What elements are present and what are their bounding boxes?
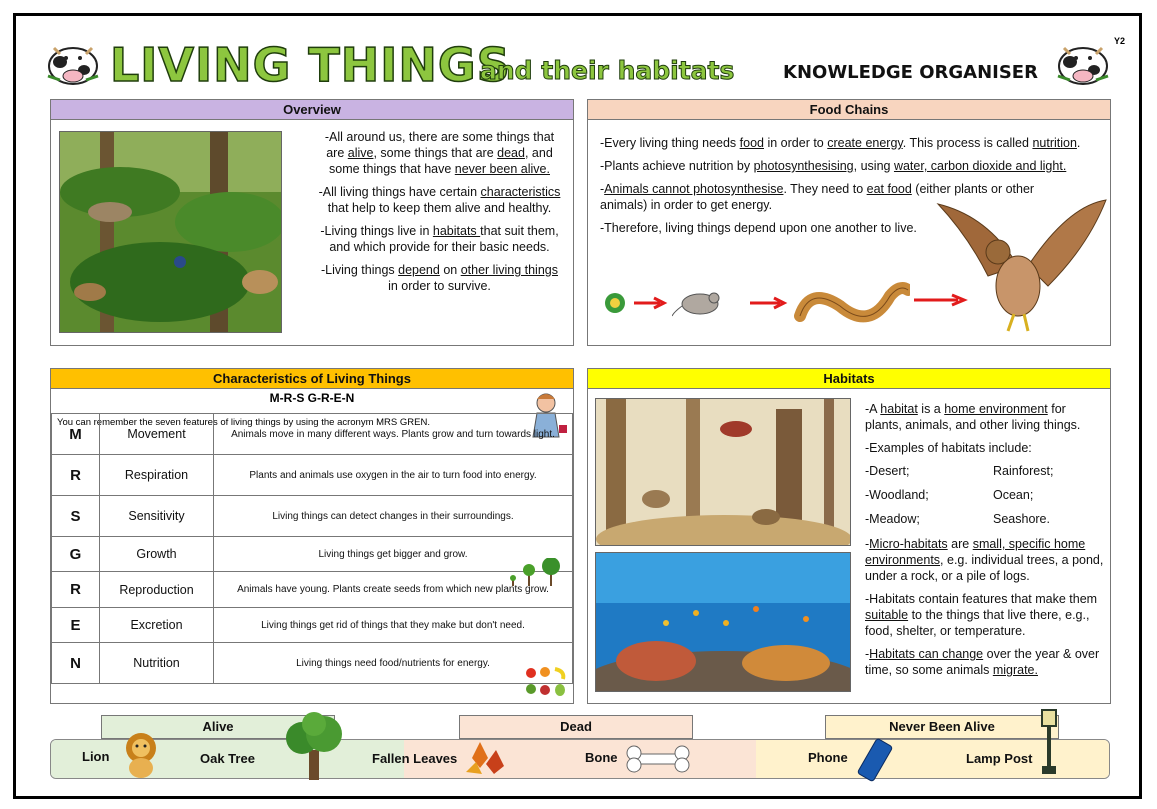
habitats-panel xyxy=(587,368,1111,704)
alive-tab: Alive xyxy=(101,715,335,739)
overview-paragraph: -All around us, there are some things that are alive, some things that are dead, and some things that have never been alive. xyxy=(324,130,555,176)
cow-icon xyxy=(1050,36,1116,88)
characteristic-name: Excretion xyxy=(100,608,214,643)
characteristic-row xyxy=(52,643,573,684)
overview-text xyxy=(316,129,563,301)
habitat-example: -Woodland; xyxy=(865,488,929,502)
habitat-example: -Desert; xyxy=(865,464,910,478)
jungle-image xyxy=(59,131,282,333)
food-paragraph: -Plants achieve nutrition by photosynthesising, using water, carbon dioxide and light. xyxy=(600,159,1067,173)
characteristic-row xyxy=(52,414,573,455)
characteristic-description: Living things get rid of things that they make but don't need. xyxy=(214,608,573,643)
dead-tab: Dead xyxy=(459,715,693,739)
habitat-features: -Habitats contain features that make them suitable to the things that live there, e.g., food, shelter, or temperature. xyxy=(865,592,1098,638)
habitat-definition: -A habitat is a home environment for plants, animals, and other living things. xyxy=(865,402,1081,432)
snake-icon xyxy=(790,276,910,342)
habitat-example: -Meadow; xyxy=(865,512,920,526)
characteristic-description: Plants and animals use oxygen in the air to turn food into energy. xyxy=(214,455,573,496)
example-lamp-post: Lamp Post xyxy=(966,751,1033,766)
characteristic-name: Nutrition xyxy=(100,643,214,684)
example-phone: Phone xyxy=(808,750,848,765)
overview-paragraph: -Living things live in habitats that suit them, and which provide for their basic needs. xyxy=(320,224,559,254)
characteristic-description: Animals move in many different ways. Plants grow and turn towards light. xyxy=(214,414,573,455)
characteristic-name: Respiration xyxy=(100,455,214,496)
overview-paragraph: -Living things depend on other living things in order to survive. xyxy=(321,263,558,293)
page-title: LIVING THINGS xyxy=(110,38,511,92)
habitats-heading: Habitats xyxy=(588,369,1110,389)
arrow-icon xyxy=(632,296,668,310)
habitat-example: Ocean; xyxy=(993,488,1034,502)
characteristic-letter: E xyxy=(52,608,100,643)
characteristic-name: Reproduction xyxy=(100,572,214,608)
mouse-icon xyxy=(672,286,728,318)
characteristics-panel xyxy=(50,368,574,704)
mrs-gren-table xyxy=(51,413,573,684)
food-paragraph: -Every living thing needs food in order to create energy. This process is called nutrition. xyxy=(600,136,1081,150)
arrow-icon xyxy=(748,296,788,310)
acronym-label: M-R-S G-R-E-N xyxy=(269,391,355,405)
characteristic-row xyxy=(52,455,573,496)
lion-icon xyxy=(120,730,162,780)
fruit-veg-icon xyxy=(523,665,569,699)
example-oak-tree: Oak Tree xyxy=(200,751,255,766)
leaves-icon xyxy=(462,738,506,778)
lamp-post-icon xyxy=(1036,708,1062,776)
phone-icon xyxy=(852,738,898,782)
characteristic-row xyxy=(52,496,573,537)
characteristic-letter: N xyxy=(52,643,100,684)
characteristic-letter: M xyxy=(52,414,100,455)
characteristic-letter: R xyxy=(52,572,100,608)
habitat-examples xyxy=(865,463,1105,527)
bone-icon xyxy=(624,744,692,774)
example-fallen-leaves: Fallen Leaves xyxy=(372,751,458,766)
characteristic-description: Living things can detect changes in their surroundings. xyxy=(214,496,573,537)
characteristic-description: Animals have young. Plants create seeds from which new plants grow. xyxy=(214,572,573,608)
cow-icon xyxy=(40,36,106,88)
characteristic-row xyxy=(52,572,573,608)
hawk-icon xyxy=(928,196,1108,336)
micro-habitats: -Micro-habitats are small, specific home environments, e.g. individual trees, a pond, under a rock, or a pile of logs. xyxy=(865,537,1104,583)
plant-growth-icon xyxy=(507,558,565,588)
characteristic-letter: G xyxy=(52,537,100,572)
page-subtitle: and their habitats xyxy=(480,56,735,85)
never-tab: Never Been Alive xyxy=(825,715,1059,739)
food-paragraph: -Animals cannot photosynthesise. They need to eat food (either plants or other animals) in order to get energy. xyxy=(600,182,1035,212)
overview-heading: Overview xyxy=(51,100,573,120)
example-bone: Bone xyxy=(585,750,618,765)
characteristic-name: Sensitivity xyxy=(100,496,214,537)
food-chains-panel xyxy=(587,99,1111,346)
oak-tree-icon xyxy=(282,710,346,780)
woodland-image xyxy=(595,398,851,546)
overview-panel xyxy=(50,99,574,346)
example-lion: Lion xyxy=(82,749,110,764)
year-label: Y2 xyxy=(1114,36,1126,46)
organiser-label: KNOWLEDGE ORGANISER xyxy=(783,62,1038,83)
overview-paragraph: -All living things have certain characteristics that help to keep them alive and healthy. xyxy=(318,185,561,215)
acronym-intro: You can remember the seven features of living things by using the acronym MRS GREN. xyxy=(57,417,430,428)
ocean-reef-image xyxy=(595,552,851,692)
flower-icon xyxy=(602,290,628,316)
characteristics-heading: Characteristics of Living Things xyxy=(51,369,573,389)
food-chains-heading: Food Chains xyxy=(588,100,1110,120)
characteristic-row xyxy=(52,608,573,643)
characteristic-name: Growth xyxy=(100,537,214,572)
habitats-text xyxy=(865,401,1105,685)
examples-intro: -Examples of habitats include: xyxy=(865,441,1032,455)
habitat-change: -Habitats can change over the year & over time, so some animals migrate. xyxy=(865,647,1100,677)
habitat-example: Rainforest; xyxy=(993,464,1054,478)
food-paragraph: -Therefore, living things depend upon one another to live. xyxy=(600,221,917,235)
characteristic-description: Living things get bigger and grow. xyxy=(214,537,573,572)
characteristic-letter: R xyxy=(52,455,100,496)
characteristic-letter: S xyxy=(52,496,100,537)
habitat-example: Seashore. xyxy=(993,512,1050,526)
characteristic-description: Living things need food/nutrients for energy. xyxy=(214,643,573,684)
characteristic-row xyxy=(52,537,573,572)
characteristic-name: Movement xyxy=(100,414,214,455)
